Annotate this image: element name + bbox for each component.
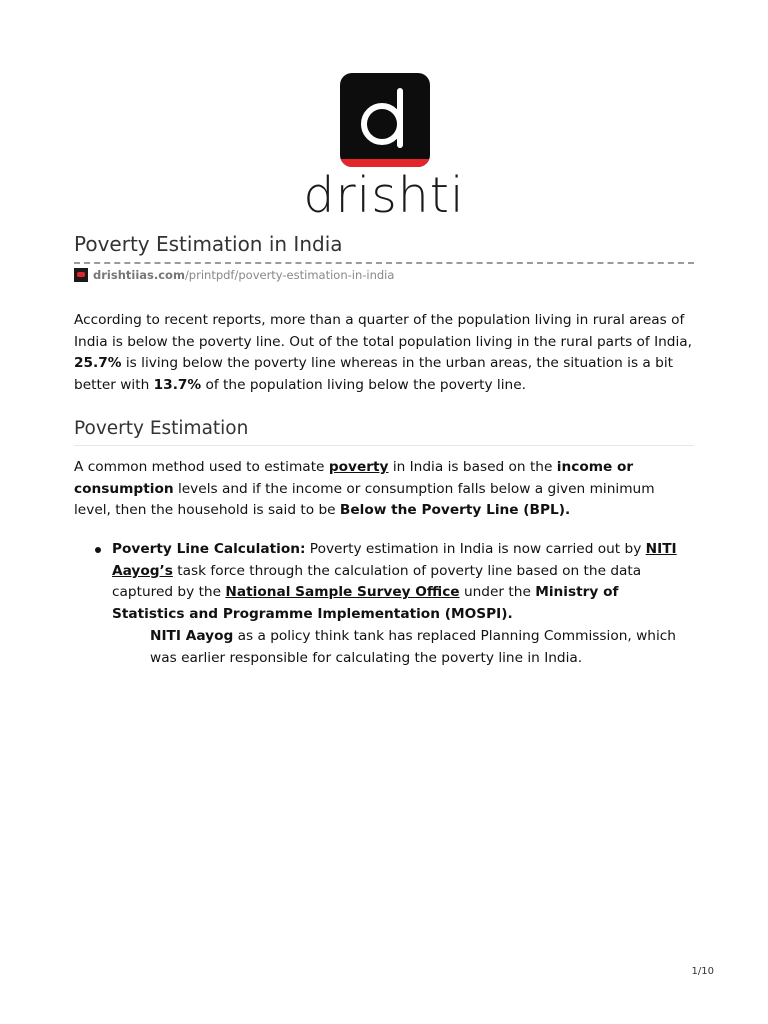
urban-percentage: 13.7% [153, 377, 202, 394]
brand-wordmark: drishti [303, 167, 465, 224]
niti-aayog-link[interactable]: NITI Aayog’s [112, 541, 677, 579]
sub-paragraph: NITI Aayog as a policy think tank has replaced Planning Commission, which was earlier responsible for calculating the poverty line in India. [150, 627, 676, 666]
intro-paragraph: According to recent reports, more than a quarter of the population living in rural areas of India is below the poverty line. Out of the total population living in the rural parts of India, 25.7% is living below the poverty line whereas in the urban areas, the situation is a bit better with 13.7% of the population living below the poverty line. [74, 312, 693, 394]
logo-d-glyph-icon [340, 73, 430, 167]
poverty-link[interactable]: poverty [328, 459, 389, 475]
drishti-logo [340, 73, 430, 167]
source-url[interactable] [74, 268, 394, 282]
source-path: /printpdf/poverty-estimation-in-india [184, 268, 395, 282]
page-title: Poverty Estimation in India [74, 232, 343, 256]
niti-aayog-bold: NITI Aayog [150, 627, 234, 644]
section-heading: Poverty Estimation [74, 418, 694, 446]
source-domain: drishtiias.com [93, 268, 185, 282]
page-number: 1/10 [691, 966, 714, 977]
nsso-link[interactable]: National Sample Survey Office [225, 584, 460, 601]
bpl-bold: Below the Poverty Line (BPL). [339, 502, 571, 519]
site-favicon-icon [74, 268, 88, 282]
section-paragraph: A common method used to estimate poverty in India is based on the income or consumption levels and if the income or consumption falls below a given minimum level, then the household is said to be Below the Poverty Line (BPL). [74, 459, 655, 519]
mospi-bold: Ministry of Statistics and Programme Implementation (MOSPI). [112, 584, 619, 623]
income-consumption-bold: income or consumption [74, 459, 634, 497]
title-divider [74, 262, 694, 264]
bullet-dot-icon [95, 547, 101, 553]
list-item: Poverty Line Calculation: Poverty estimation in India is now carried out by NITI Aayog’s task force through the calculation of poverty line based on the data captured by the National Sample Survey Office under the Ministry of Statistics and Programme Implementation (MOSPI). NITI Aayog as a policy think tank has replaced Planning Commission, which was earlier responsible for calculating the poverty line in India. [74, 539, 694, 669]
rural-percentage: 25.7% [74, 355, 122, 372]
bullet-list [74, 539, 694, 669]
bullet-label: Poverty Line Calculation: [112, 541, 306, 557]
